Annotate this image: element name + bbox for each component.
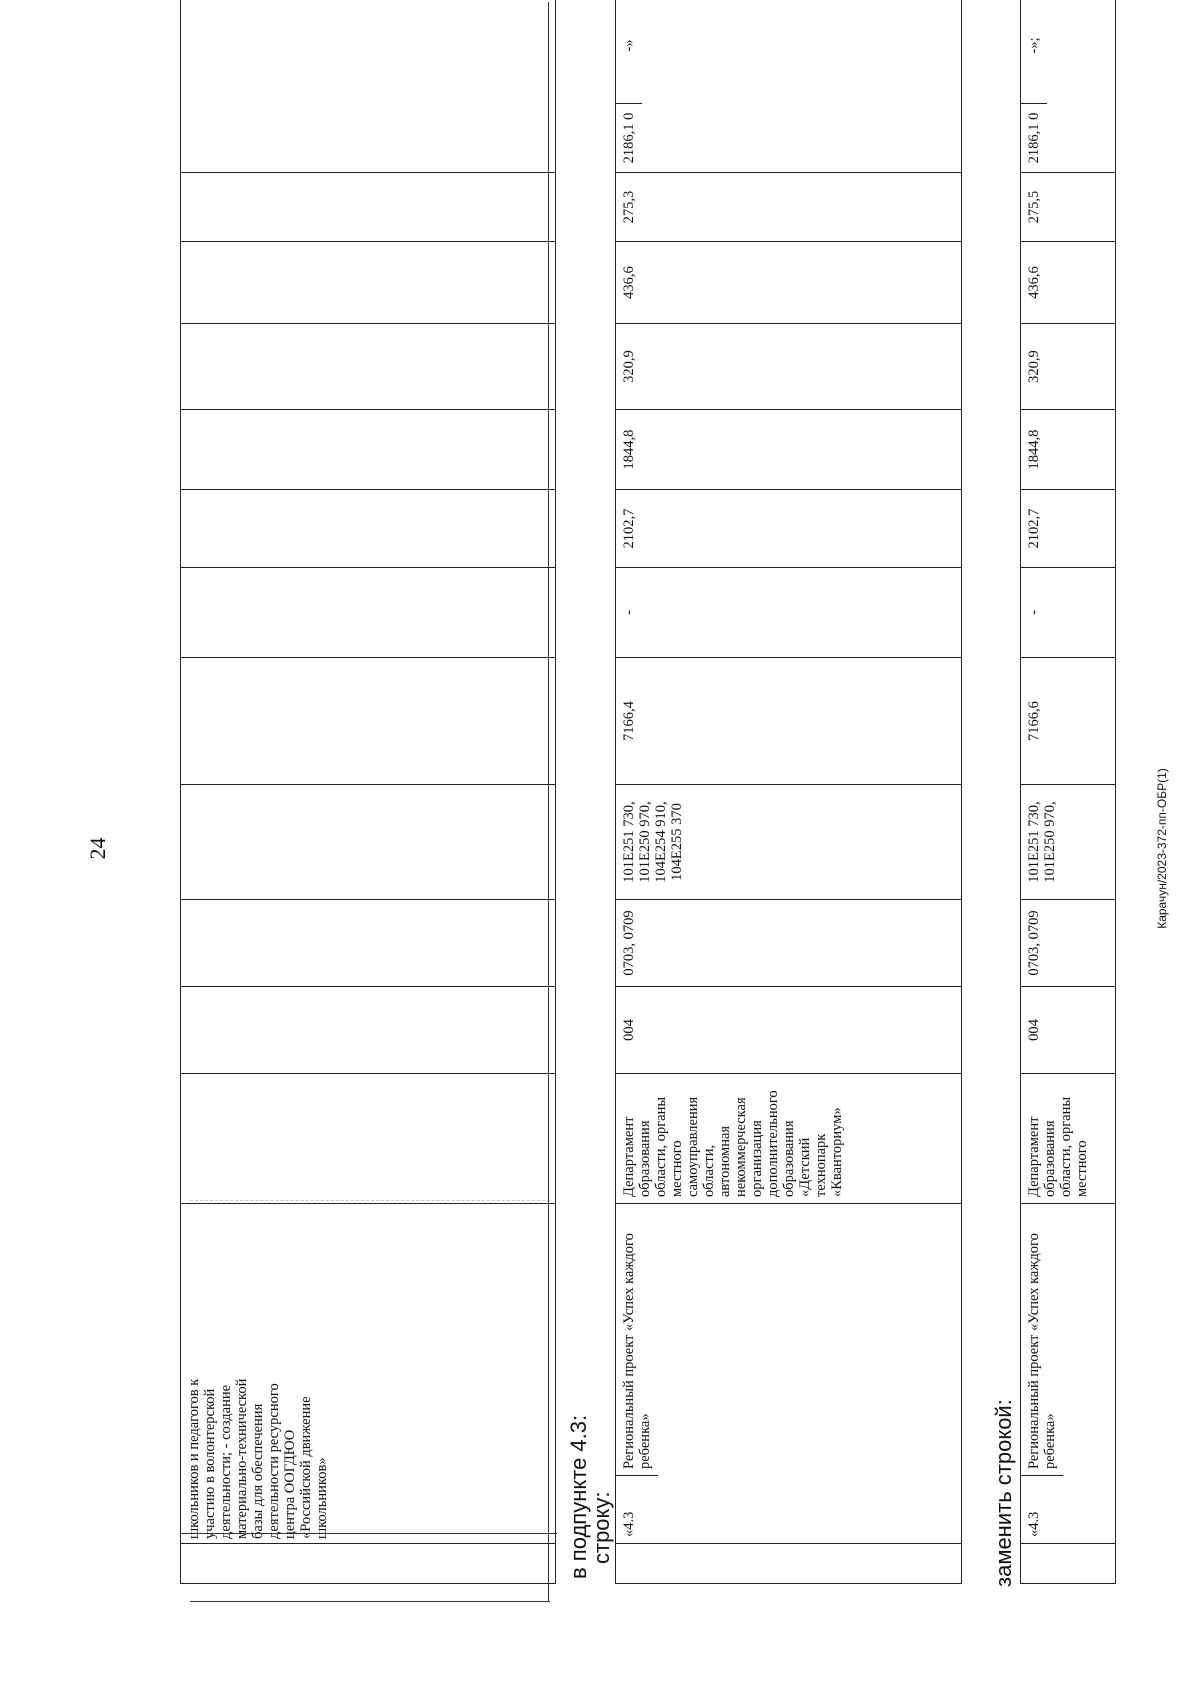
fragment-cell (181, 568, 556, 658)
old-row-table (615, 0, 962, 1584)
old-row (616, 0, 962, 1584)
old-row-y2020: 2102,7 (616, 490, 962, 568)
new-row-empty-cell (1021, 1544, 1116, 1584)
old-row-y2022: 320,9 (616, 324, 962, 410)
new-row-y2025: 2186,1 0 (1021, 103, 1047, 172)
fragment-inner-line (180, 1533, 557, 1534)
new-row-total: 7166,6 (1021, 658, 1116, 785)
old-row-csr: 101Е251 730, 101Е250 970, 104Е254 910, 104Е255 370 (616, 785, 962, 900)
new-row-number: «4.3 (1026, 1511, 1042, 1537)
fragment-inner-dashed-line (190, 1200, 550, 1201)
fragment-cell (181, 324, 556, 410)
document-code: Карачун/2023-372-пп-ОБР(1) (1155, 768, 1169, 929)
new-row-rzpr: 0703, 0709 (1021, 900, 1116, 987)
fragment-cell (181, 658, 556, 785)
caption-subpoint: в подпункте 4.3: (566, 1414, 591, 1579)
new-row-end-mark: -»; (1026, 37, 1042, 54)
fragment-description-cell (181, 1204, 556, 1544)
new-row-y2024: 275,5 (1021, 173, 1116, 242)
fragment-cell (181, 0, 556, 173)
fragment-cell (181, 900, 556, 987)
old-row-number-name-cell (616, 1204, 962, 1544)
fragment-cell (181, 173, 556, 242)
fragment-table (180, 0, 556, 1584)
old-row-y2025: 2186,1 0 (616, 103, 642, 172)
old-row-end-mark: -» (621, 39, 637, 52)
new-row-grbs: 004 (1021, 987, 1116, 1074)
old-row-name: Региональный проект «Успех каждого ребенка» (616, 1204, 658, 1476)
old-row-total: 7166,4 (616, 658, 962, 785)
new-row-executor: Департамент образования области, органы местного (1021, 1074, 1116, 1204)
old-row-y2025-end-cell (616, 0, 962, 173)
new-row-y2021: 1844,8 (1021, 410, 1116, 490)
fragment-cell (181, 410, 556, 490)
page-number: 24 (85, 837, 110, 860)
fragment-cell (181, 987, 556, 1074)
new-row-name: Региональный проект «Успех каждого ребенка» (1021, 1204, 1063, 1476)
fragment-description: школьников и педагогов к участию в волонтерской деятельности; - создание материально-технической базы для обеспечения деятельности ресурсного центра ООГДЮО «Российской движение школьников» (186, 1378, 330, 1539)
old-row-grbs: 004 (616, 987, 962, 1074)
old-row-y2024: 275,3 (616, 173, 962, 242)
fragment-row (181, 0, 556, 1584)
fragment-cell (181, 1074, 556, 1204)
new-row-y2022: 320,9 (1021, 324, 1116, 410)
caption-replace: заменить строкой: (991, 1399, 1016, 1587)
fragment-cell (181, 490, 556, 568)
fragment-cell (181, 785, 556, 900)
old-row-empty-cell (616, 1544, 962, 1584)
new-row-y2025-end-cell (1021, 0, 1116, 173)
old-row-y2021: 1844,8 (616, 410, 962, 490)
old-row-y2019: - (616, 568, 962, 658)
new-row (1021, 0, 1116, 1584)
scan-border-line (190, 1601, 550, 1602)
fragment-cell (181, 242, 556, 324)
new-row-csr: 101Е251 730, 101Е250 970, (1021, 785, 1116, 900)
new-row-y2023: 436,6 (1021, 242, 1116, 324)
new-row-y2020: 2102,7 (1021, 490, 1116, 568)
new-row-number-name-cell (1021, 1204, 1116, 1544)
old-row-rzpr: 0703, 0709 (616, 900, 962, 987)
caption-line: строку: (589, 1491, 614, 1564)
fragment-cell (181, 1544, 556, 1584)
new-row-y2019: - (1021, 568, 1116, 658)
old-row-y2023: 436,6 (616, 242, 962, 324)
old-row-executor: Департамент образования области, органы местного самоуправления области, автономная некоммерческая организация дополнительного образования «Детский технопарк «Кванториум» (616, 1074, 962, 1204)
new-row-table (1020, 0, 1116, 1584)
old-row-number: «4.3 (621, 1511, 637, 1537)
